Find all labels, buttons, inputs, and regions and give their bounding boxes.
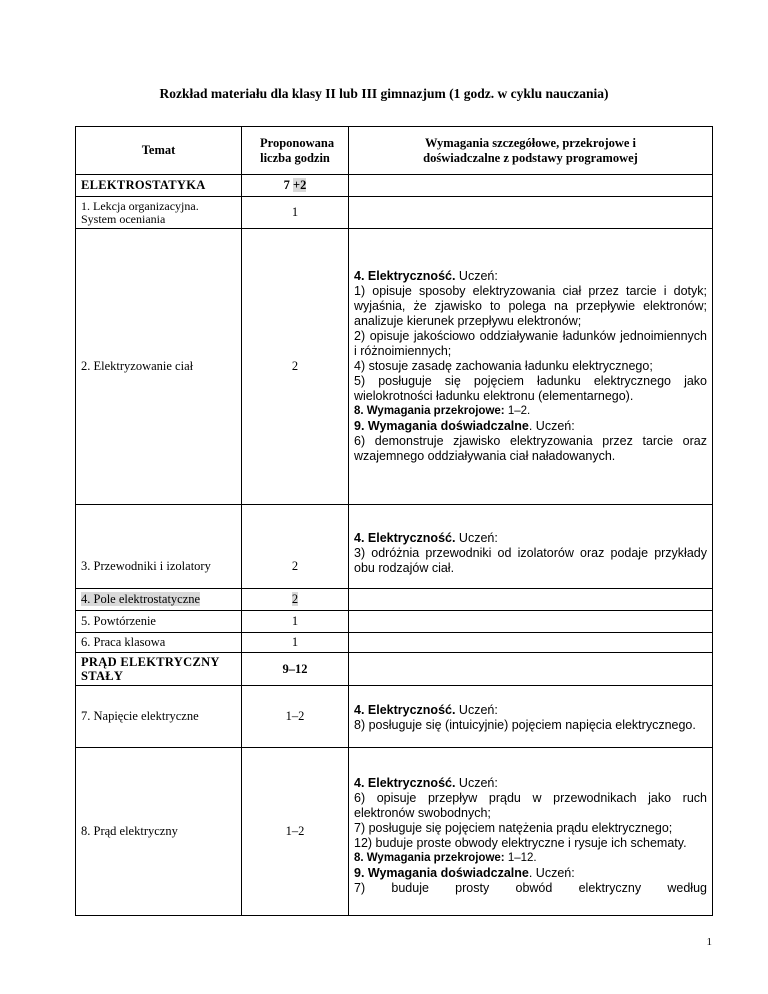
topic-cell: 6. Praca klasowa (76, 633, 242, 653)
req-item: 4) stosuje zasadę zachowania ładunku elektrycznego; (354, 359, 653, 373)
requirements-cell (349, 505, 713, 589)
req-item: 7) buduje prosty obwód elektryczny według (354, 880, 707, 895)
curriculum-table (75, 126, 713, 916)
section-row-electrostatics (76, 175, 713, 197)
req-item: 8) posługuje się (intuicyjnie) pojęciem napięcia elektrycznego. (354, 718, 696, 732)
table-row (76, 633, 713, 653)
hours-cell: 2 (242, 505, 349, 589)
empty-cell (349, 653, 713, 686)
header-requirements: Wymagania szczegółowe, przekrojowe i doświadczalne z podstawy programowej (349, 127, 713, 175)
table-header-row (76, 127, 713, 175)
requirements-cell (349, 229, 713, 505)
table-row (76, 611, 713, 633)
table-row (76, 686, 713, 748)
req-item: 6) opisuje przepływ prądu w przewodnikach jako ruch elektronów swobodnych; (354, 790, 707, 820)
table-row (76, 589, 713, 611)
requirements-cell (349, 748, 713, 916)
empty-cell (349, 633, 713, 653)
empty-cell (349, 589, 713, 611)
table-row (76, 229, 713, 505)
topic-cell: 5. Powtórzenie (76, 611, 242, 633)
req-heading: 4. Elektryczność. Uczeń: (354, 531, 498, 545)
req-exp-heading: 9. Wymagania doświadczalne. Uczeń: (354, 419, 575, 433)
section-hours: 9–12 (242, 653, 349, 686)
topic-cell: 2. Elektryzowanie ciał (76, 229, 242, 505)
hours-cell: 1–2 (242, 748, 349, 916)
hours-cell: 2 (242, 229, 349, 505)
req-item: 3) odróżnia przewodniki od izolatorów oraz podaje przykłady obu rodzajów ciał. (354, 546, 707, 575)
req-exp-heading: 9. Wymagania doświadczalne. Uczeń: (354, 865, 575, 880)
section-label: ELEKTROSTATYKA (76, 175, 242, 197)
requirements-cell (349, 686, 713, 748)
req-item: 7) posługuje się pojęciem natężenia prądu elektrycznego; (354, 820, 673, 835)
req-item: 5) posługuje się pojęciem ładunku elektrycznego jako wielokrotności ładunku elektronu (elementarnego). (354, 374, 707, 403)
header-hours: Proponowana liczba godzin (242, 127, 349, 175)
topic-cell: 4. Pole elektrostatyczne (76, 589, 242, 611)
section-row-current (76, 653, 713, 686)
hours-cell: 1 (242, 633, 349, 653)
req-item: 12) buduje proste obwody elektryczne i rysuje ich schematy. (354, 835, 687, 850)
req-item: 2) opisuje jakościowo oddziaływanie ładunków jednoimiennych i różnoimiennych; (354, 329, 707, 358)
topic-cell: 3. Przewodniki i izolatory (76, 505, 242, 589)
req-heading: 4. Elektryczność. Uczeń: (354, 775, 498, 790)
page-number: 1 (706, 936, 712, 948)
topic-cell: 1. Lekcja organizacyjna. System oceniania (76, 197, 242, 229)
empty-cell (349, 611, 713, 633)
hours-cell: 1 (242, 197, 349, 229)
req-heading: 4. Elektryczność. Uczeń: (354, 703, 498, 717)
section-hours (242, 175, 349, 197)
req-item: 6) demonstruje zjawisko elektryzowania przez tarcie oraz wzajemnego oddziaływania ciał naładowanych. (354, 434, 707, 463)
table-row (76, 505, 713, 589)
req-cross: 8. Wymagania przekrojowe: 1–2. (354, 405, 531, 417)
hours-cell: 1 (242, 611, 349, 633)
section-hours-extra: +2 (293, 178, 307, 192)
section-label: PRĄD ELEKTRYCZNY STAŁY (76, 653, 242, 686)
empty-cell (349, 197, 713, 229)
hours-cell: 2 (242, 589, 349, 611)
header-topic: Temat (76, 127, 242, 175)
table-row (76, 748, 713, 916)
topic-cell: 7. Napięcie elektryczne (76, 686, 242, 748)
req-cross: 8. Wymagania przekrojowe: 1–12. (354, 851, 537, 864)
topic-cell: 8. Prąd elektryczny (76, 748, 242, 916)
document-title: Rozkład materiału dla klasy II lub III gimnazjum (1 godz. w cyklu nauczania) (159, 86, 609, 101)
table-row (76, 197, 713, 229)
req-item: 1) opisuje sposoby elektryzowania ciał przez tarcie i dotyk; wyjaśnia, że zjawisko to polega na przepływie elektronów; analizuje kierunek przepływu elektronów; (354, 284, 707, 328)
empty-cell (349, 175, 713, 197)
hours-cell: 1–2 (242, 686, 349, 748)
req-heading: 4. Elektryczność. Uczeń: (354, 269, 498, 283)
section-hours-base: 7 (283, 178, 290, 192)
